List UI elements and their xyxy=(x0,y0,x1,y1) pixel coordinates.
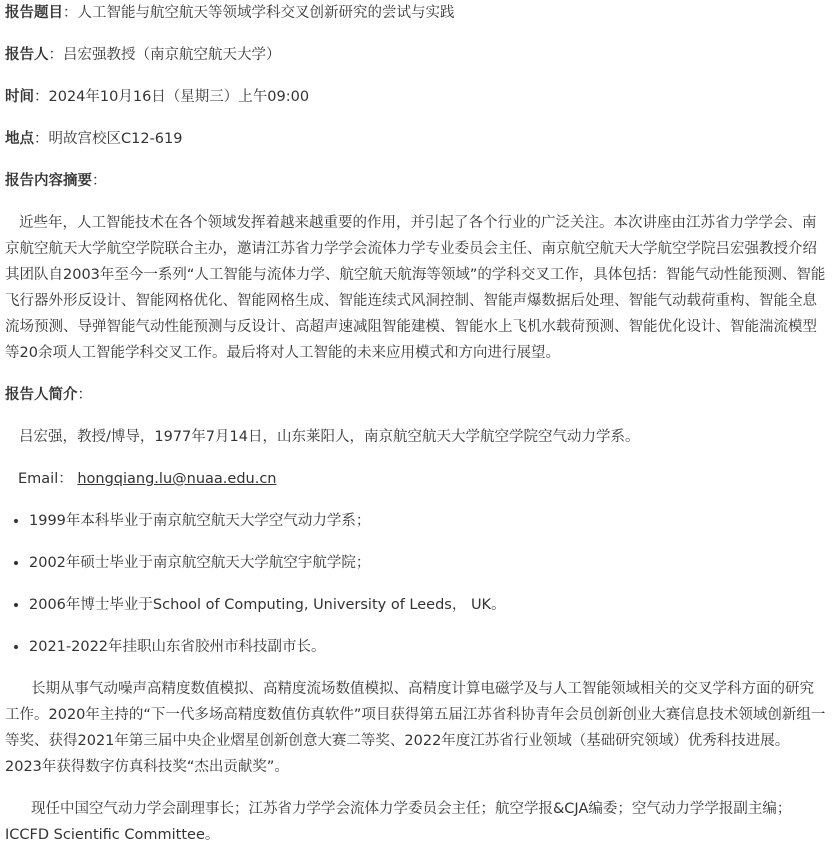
education-item: • 2002年硕士毕业于南京航空航天大学航空宇航学院； xyxy=(29,550,826,576)
education-item: • 1999年本科毕业于南京航空航天大学空气动力学系； xyxy=(29,508,826,534)
report-title-value: ：人工智能与航空航天等领域学科交叉创新研究的尝试与实践 xyxy=(63,5,455,21)
bio-colon: ： xyxy=(77,387,92,403)
speaker-label: 报告人 xyxy=(5,47,49,63)
abstract-label: 报告内容摘要 xyxy=(5,173,92,189)
email-link[interactable]: hongqiang.lu@nuaa.edu.cn xyxy=(77,471,277,487)
education-list xyxy=(5,508,826,660)
time-label: 时间 xyxy=(5,89,34,105)
abstract-colon: ： xyxy=(92,173,107,189)
location-value: ：明故宫校区C12-619 xyxy=(34,131,183,147)
abstract-text: 近些年，人工智能技术在各个领域发挥着越来越重要的作用，并引起了各个行业的广泛关注。本次讲座由江苏省力学学会、南京航空航天大学航空学院联合主办，邀请江苏省力学学会流体力学专业委员会主任、南京航空航天大学航空学院吕宏强教授介绍其团队自2003年至今一系列“人工智能与流体力学、航空航天航海等领域”的学科交叉工作，具体包括：智能气动性能预测、智能飞行器外形反设计、智能网格优化、智能网格生成、智能连续式风洞控制、智能声爆数据后处理、智能气动载荷重构、智能全息流场预测、导弹智能气动性能预测与反设计、高超声速减阻智能建模、智能水上飞机水载荷预测、智能优化设计、智能湍流模型等20余项人工智能学科交叉工作。最后将对人工智能的未来应用模式和方向进行展望。 xyxy=(5,215,826,361)
education-item: • 2021-2022年挂职山东省胶州市科技副市长。 xyxy=(29,634,826,660)
abstract-heading xyxy=(5,168,826,194)
research-text: 长期从事气动噪声高精度数值模拟、高精度流场数值模拟、高精度计算电磁学及与人工智能领域相关的交叉学科方面的研究工作。2020年主持的“下一代多场高精度数值仿真软件”项目获得第五届江苏省科协青年会员创新创业大赛信息技术领域创新组一等奖、获得2021年第三届中央企业熠星创新创意大赛二等奖、2022年度江苏省行业领域（基础研究领域）优秀科技进展。2023年获得数字仿真科技奖“杰出贡献奖”。 xyxy=(5,681,826,775)
report-title-field xyxy=(5,0,826,26)
report-title-label: 报告题目 xyxy=(5,5,63,21)
time-value: ：2024年10月16日（星期三）上午09:00 xyxy=(34,89,310,105)
location-label: 地点 xyxy=(5,131,34,147)
bio-intro: 吕宏强，教授/博导，1977年7月14日，山东莱阳人，南京航空航天大学航空学院空气动力学系。 xyxy=(19,429,640,445)
bio-label: 报告人简介 xyxy=(5,387,78,403)
email-label: Email： xyxy=(18,471,73,487)
location-field xyxy=(5,126,826,152)
speaker-value: ：吕宏强教授（南京航空航天大学） xyxy=(48,47,281,63)
email-line xyxy=(5,466,826,492)
positions-text: 现任中国空气动力学会副理事长；江苏省力学学会流体力学委员会主任；航空学报&CJA编委；空气动力学学报副主编；ICCFD Scientific Committee。 xyxy=(5,801,792,843)
time-field xyxy=(5,84,826,110)
speaker-field xyxy=(5,42,826,68)
education-item: • 2006年博士毕业于School of Computing, University of Leeds， UK。 xyxy=(29,592,826,618)
bio-heading xyxy=(5,382,826,408)
